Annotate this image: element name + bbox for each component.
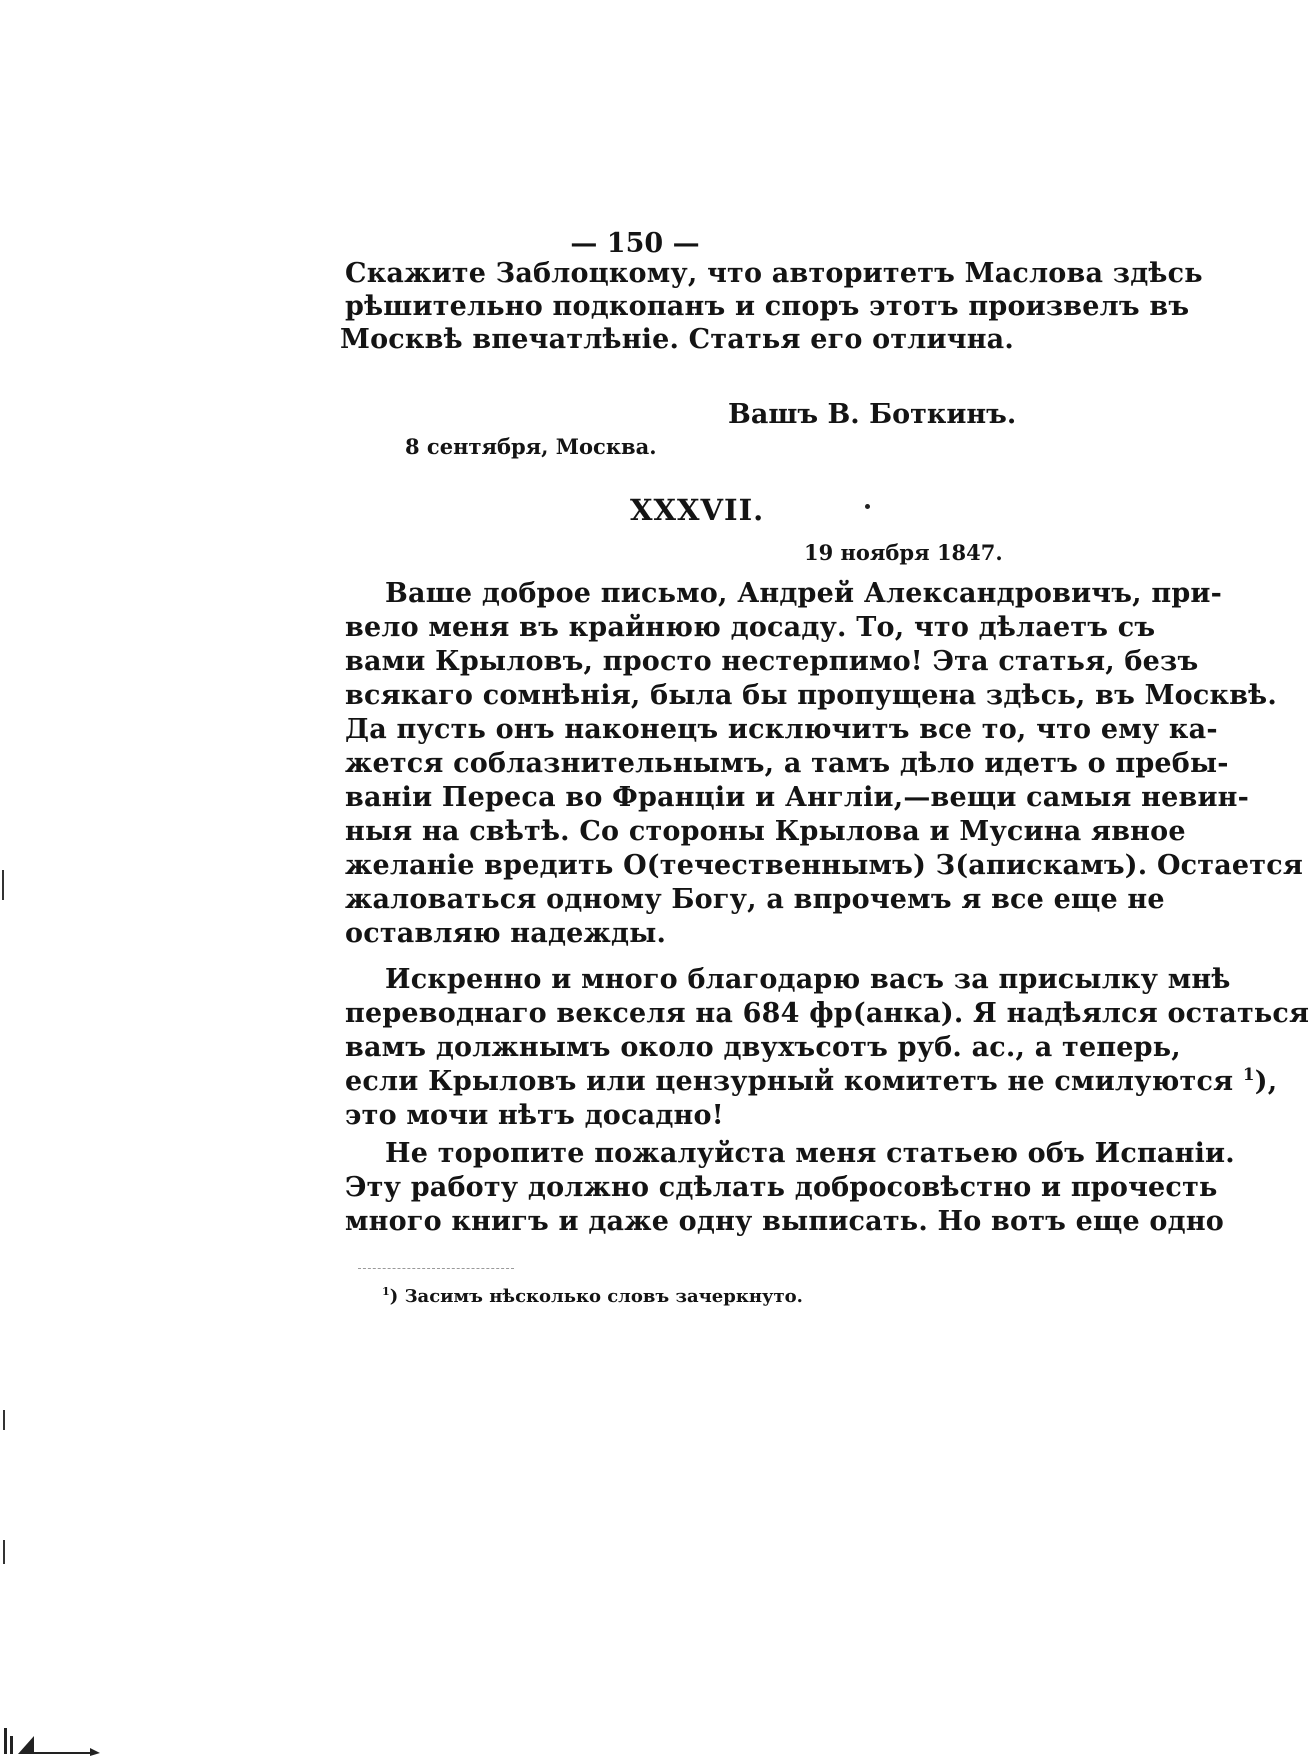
footnote-text: Засимъ нѣсколько словъ зачеркнуто. [404,1286,803,1307]
paragraph-1-line-2: рѣшительно подкопанъ и споръ этотъ произвелъ въ [345,291,1190,322]
paragraph-2-line-6: жется соблазнительнымъ, а тамъ дѣло идетъ о пребы- [345,748,1229,779]
scan-edge-mark [3,1540,5,1564]
scan-corner-arrow-icon [4,1726,104,1756]
paragraph-4-line-3: много книгъ и даже одну выписать. Но вотъ еще одно [345,1206,1225,1237]
paragraph-3-line-4 [345,1064,1278,1099]
paragraph-2-line-8: ныя на свѣтѣ. Со стороны Крылова и Мусина явное [345,816,1186,847]
paragraph-4-line-2: Эту работу должно сдѣлать добросовѣстно и прочесть [345,1172,1218,1203]
paragraph-3-line-1: Искренно и много благодарю васъ за присылку мнѣ [385,964,1231,995]
signature: Вашъ В. Боткинъ. [728,399,1017,430]
scan-edge-mark [3,1410,5,1430]
paragraph-1-line-3: Москвѣ впечатлѣніе. Статья его отлична. [340,324,1014,355]
page-number: — 150 — [570,228,700,259]
paragraph-2-line-2: вело меня въ крайнюю досаду. То, что дѣлаетъ съ [345,612,1156,643]
paragraph-3-line-2: переводнаго векселя на 684 фр(анка). Я надѣялся остаться [345,998,1309,1029]
footnote [382,1286,803,1307]
paragraph-2-line-11: оставляю надежды. [345,918,667,949]
footnote-reference: 1 [1242,1064,1255,1084]
paragraph-4-line-1: Не торопите пожалуйста меня статьею объ Испаніи. [385,1138,1235,1169]
paragraph-2-line-3: вами Крыловъ, просто нестерпимо! Эта статья, безъ [345,646,1199,677]
paragraph-3-line-4-text: если Крыловъ или цензурный комитетъ не смилуются [345,1066,1234,1097]
paragraph-2-line-5: Да пусть онъ наконецъ исключитъ все то, что ему ка- [345,714,1218,745]
scan-edge-mark [2,870,4,900]
footnote-marker-paren: ) [389,1286,399,1307]
stray-ink-dot [865,504,870,509]
footnote-marker: 1 [382,1285,390,1298]
paragraph-3-line-5: это мочи нѣтъ досадно! [345,1100,724,1131]
footnote-divider [358,1268,514,1269]
paragraph-2-line-4: всякаго сомнѣнія, была бы пропущена здѣсь, въ Москвѣ. [345,680,1277,711]
paragraph-2-line-7: ваніи Переса во Франціи и Англіи,—вещи самыя невин- [345,782,1250,813]
paragraph-2-line-1: Ваше доброе письмо, Андрей Александровичъ, при- [385,578,1223,609]
paragraph-3-line-4-tail: ), [1254,1066,1278,1097]
paragraph-3-line-3: вамъ должнымъ около двухъсотъ руб. ас., а теперь, [345,1032,1181,1063]
section-heading: XXXVII. [630,493,765,527]
letter-date: 19 ноября 1847. [804,540,1003,565]
paragraph-2-line-10: жаловаться одному Богу, а впрочемъ я все еще не [345,884,1165,915]
paragraph-2-line-9: желаніе вредить О(течественнымъ) З(апискамъ). Остается [345,850,1304,881]
paragraph-1-line-1: Скажите Заблоцкому, что авторитетъ Маслова здѣсь [345,258,1203,289]
place-date: 8 сентября, Москва. [405,434,657,459]
